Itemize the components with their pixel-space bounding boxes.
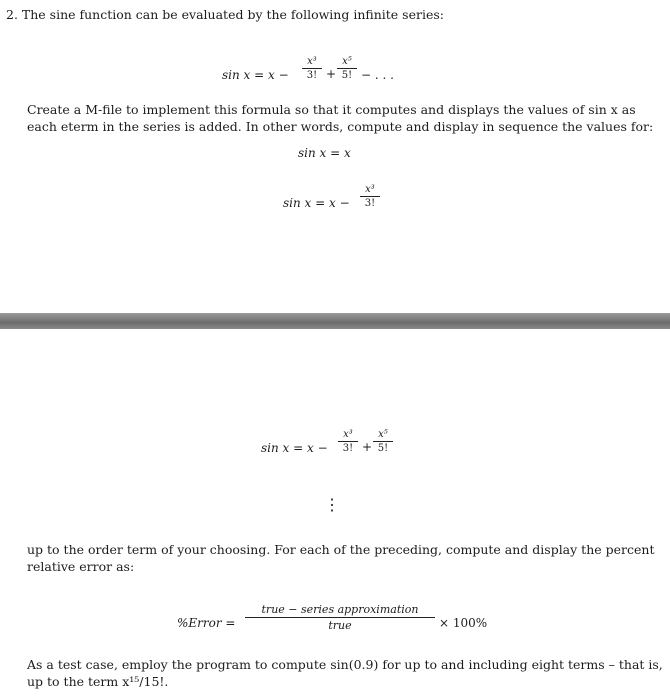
vertical-ellipsis: ⋮ [324,495,340,514]
error-fraction [245,603,435,632]
problem-intro: 2. The sine function can be evaluated by the following infinite series: [6,7,444,22]
test-case-paragraph: As a test case, employ the program to compute sin(0.9) for up to and including eight terms – that is, up to the term x¹⁵/15!. [27,657,663,689]
series-term-2-den: 5! [341,70,353,81]
series-plus: + [326,67,337,81]
series-tail: − . . . [361,68,394,82]
instruction-paragraph: Create a M-file to implement this formula so that it computes and displays the values of sin x as each eterm in the series is added. In other words, compute and display in sequence the values for: [27,102,654,134]
series-lhs: sin x = x − [222,68,289,82]
seq2-lhs: sin x = x − [283,196,350,210]
seq3-term-1 [338,429,358,454]
seq2-term [360,184,380,209]
seq3-den-1: 3! [342,443,354,454]
series-term-1-num: x³ [307,56,317,67]
seq2-num: x³ [365,184,375,195]
seq3-term-2 [373,429,393,454]
seq3-plus: + [362,440,373,454]
error-numerator: true − series approximation [261,603,419,616]
order-paragraph: up to the order term of your choosing. For each of the preceding, compute and display the percent relative error as: [27,542,655,574]
error-denominator: true [328,619,352,632]
error-lhs: %Error = [177,616,236,630]
sequence-line-1: sin x = x [298,146,351,160]
seq3-lhs: sin x = x − [261,441,328,455]
seq2-den: 3! [364,198,376,209]
seq3-num-1: x³ [343,429,353,440]
seq3-num-2: x⁵ [378,429,388,440]
series-term-2 [337,56,357,81]
series-term-1 [302,56,322,81]
series-term-2-num: x⁵ [342,56,352,67]
error-rhs: × 100% [439,616,488,630]
section-divider [0,313,670,329]
seq3-den-2: 5! [377,443,389,454]
series-term-1-den: 3! [306,70,318,81]
